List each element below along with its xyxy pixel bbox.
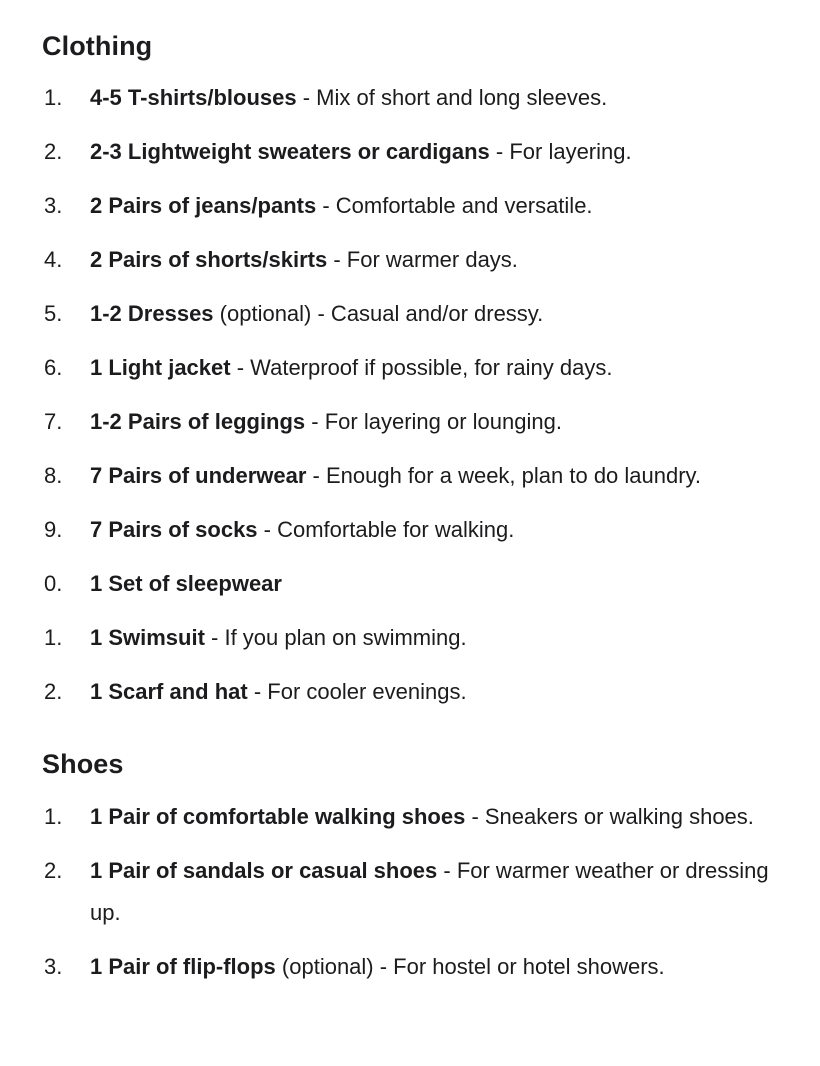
list-item [42,796,800,838]
list-item-description: - For layering. [489,139,632,164]
list-item-title: 1-2 Dresses [90,301,214,326]
list-item [42,406,800,438]
list-item-title: 1 Swimsuit [90,625,205,650]
list-item-title: 1 Light jacket [90,355,231,380]
list-item-number: 3. [44,954,63,979]
list-item [42,460,800,492]
list-item-title: 1-2 Pairs of leggings [90,409,306,434]
list-item [42,190,800,222]
list-item-description: - For warmer weather or dressing up. [90,858,769,925]
list-item-description: - Waterproof if possible, for rainy days. [230,355,613,380]
list-item [42,946,800,988]
list-item-description: (optional) - For hostel or hotel showers. [275,954,665,979]
list-item-description: - Sneakers or walking shoes. [465,804,754,829]
list-item-number: 2. [44,858,63,883]
list-item-number: 1. [44,625,63,650]
list-item-description: - Comfortable for walking. [257,517,515,542]
list-item [42,244,800,276]
shoes-list [42,796,800,988]
list-item-description: - Comfortable and versatile. [316,193,593,218]
list-item-number: 0. [44,571,63,596]
list-item [42,82,800,114]
list-item-number: 1. [44,85,63,110]
list-item-description: - Enough for a week, plan to do laundry. [306,463,702,488]
list-item-description: - For layering or lounging. [305,409,562,434]
list-item [42,622,800,654]
shoes-section [42,744,800,988]
list-item-number: 3. [44,193,63,218]
list-item-description: - For warmer days. [327,247,518,272]
list-item-description: - For cooler evenings. [247,679,467,704]
list-item-title: 1 Pair of sandals or casual shoes [90,858,438,883]
list-item-title: 1 Set of sleepwear [90,571,282,596]
list-item-title: 2 Pairs of shorts/skirts [90,247,328,272]
list-item-title: 1 Scarf and hat [90,679,248,704]
list-item-title: 2-3 Lightweight sweaters or cardigans [90,139,490,164]
clothing-section [42,26,800,708]
list-item-number: 8. [44,463,63,488]
list-item-title: 4-5 T-shirts/blouses [90,85,297,110]
list-item-number: 9. [44,517,63,542]
list-item [42,136,800,168]
list-item-description: (optional) - Casual and/or dressy. [213,301,544,326]
list-item-description: - Mix of short and long sleeves. [296,85,608,110]
list-item-description: - If you plan on swimming. [204,625,467,650]
list-item [42,676,800,708]
list-item [42,514,800,546]
list-item-title: 7 Pairs of socks [90,517,258,542]
list-item-number: 2. [44,139,63,164]
list-item-number: 2. [44,679,63,704]
list-item-title: 7 Pairs of underwear [90,463,307,488]
list-item [42,352,800,384]
list-item-title: 2 Pairs of jeans/pants [90,193,317,218]
list-item [42,568,800,600]
shoes-heading: Shoes [42,749,124,779]
list-item-title: 1 Pair of comfortable walking shoes [90,804,466,829]
list-item-number: 1. [44,804,63,829]
list-item [42,298,800,330]
clothing-heading: Clothing [42,31,153,61]
list-item-number: 7. [44,409,63,434]
list-item-title: 1 Pair of flip-flops [90,954,276,979]
list-item [42,850,800,934]
list-item-number: 5. [44,301,63,326]
clothing-list [42,82,800,708]
list-item-number: 4. [44,247,63,272]
list-item-number: 6. [44,355,63,380]
